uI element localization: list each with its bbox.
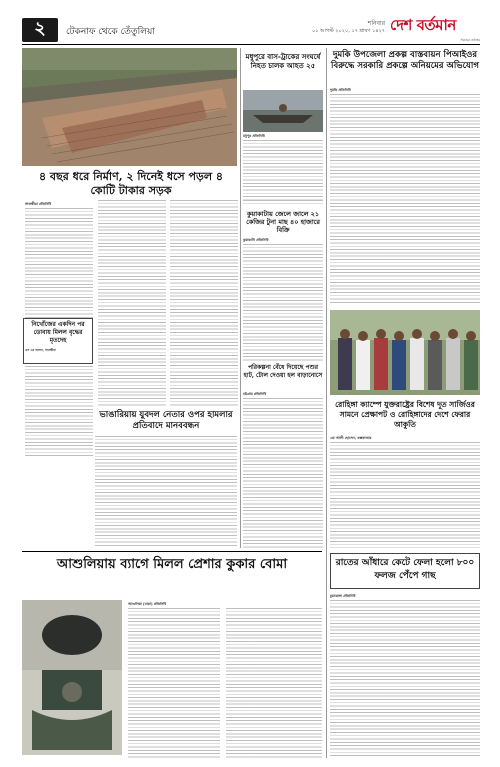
boat-photo (243, 90, 323, 132)
bomb-headline: আশুলিয়ায় ব্যাগে মিলল প্রেশার কুকার বোমা (56, 557, 288, 572)
fish-headline: কুয়াকাটায় জেলে জালে ২১ কেজির টুনা মাছ ৪০ হাজারে বিক্রি (246, 210, 320, 234)
rohingya-body-text (330, 442, 480, 548)
ramadan-headline: পরিকল্পনা বেঁধে দিয়েছে পশুর হাট, টোল দেওয়া হল বাড়ানোসে (243, 364, 323, 379)
masthead-logo (390, 14, 480, 40)
road-collapse-photo (22, 48, 237, 166)
bomb-body-col-1 (128, 608, 220, 758)
body-body-text (25, 366, 93, 456)
road-photo-svg (22, 48, 237, 166)
boat-headline: মধুপুরে বাস-ট্রাকের সংঘর্ষে নিহত চালক আহত ২৫ (245, 52, 321, 70)
column-divider-1 (240, 48, 241, 548)
bomb-photo (22, 600, 122, 755)
rohingya-photo (330, 310, 480, 395)
bomb-body-col-2 (226, 608, 322, 758)
boat-body-text (243, 140, 323, 200)
pio-headline: দুমকি উপজেলা প্রকল্প বাস্তবায়ন পিআইওর বিরুদ্ধে সরকারি প্রকল্পে অনিয়মের অভিযোগ (331, 50, 479, 71)
road-body-col-2 (98, 200, 166, 408)
ramadan-byline: চট্টগ্রাম প্রতিনিধি (243, 392, 267, 396)
ponds-byline: চুয়াডাঙ্গা প্রতিনিধি (330, 594, 356, 598)
fish-body-text (243, 244, 323, 362)
issue-date: ০১ আগস্ট ২০২০, ১৭ শ্রাবণ ১৪২৭ (311, 28, 385, 34)
boat-body-text-2 (243, 200, 323, 206)
pio-byline: দুমকি প্রতিনিধি (330, 88, 351, 92)
body-headline: নিখোঁজের একদিন পর ডোবায় মিলল বৃদ্ধের মৃতদেহ (31, 321, 85, 344)
fish-byline: কুয়াকাটা প্রতিনিধি (243, 238, 269, 242)
column-divider-2 (326, 48, 327, 758)
logo-tagline: সময়ের কণ্ঠস্বর (460, 38, 480, 42)
road-body-col-1 (25, 208, 93, 318)
rohingya-byline: এম আলী হোসেন, কক্সবাজার (330, 436, 372, 440)
page-number: ২ (34, 18, 46, 39)
road-headline: ৪ বছর ধরে নির্মাণ, ২ দিনেই ধসে পড়ল ৪ কোটি টাকার সড়ক (38, 170, 224, 197)
boat-photo-svg (243, 90, 323, 132)
pio-body-text (330, 94, 480, 304)
ramadan-body-text (243, 398, 323, 548)
issue-day: শনিবার (367, 20, 385, 27)
ponds-headline: রাতের আঁধারে কেটে ফেলা হলো ৮০০ ফলজ পেঁপে গাছ (335, 558, 475, 581)
header-rule (22, 44, 480, 45)
section-title: টেকনাফ থেকে তেঁতুলিয়া (66, 27, 155, 37)
bomb-byline: আশুলিয়া (ঢাকা) প্রতিনিধি (128, 602, 167, 606)
road-body-col-3 (170, 200, 238, 408)
rohingya-headline: রোহিঙ্গা ক্যাম্পে যুক্তরাষ্ট্রের বিশেষ দূত সার্জিওর সামনে প্রেক্ষাপট ও রোহিঙ্গাদের দেশে ফেরার আকুতি (335, 400, 475, 429)
road-byline: সাতক্ষীরা প্রতিনিধি (25, 202, 52, 206)
page-header (0, 0, 500, 44)
jubo-headline: ভাঙারিয়ায় যুবদল নেতার ওপর হামলার প্রতিবাদে মানববন্ধন (99, 410, 233, 431)
jubo-body-text (95, 436, 237, 548)
rohingya-photo-svg (330, 310, 480, 395)
boat-byline: মধুপুর প্রতিনিধি (243, 134, 265, 138)
logo-text: দেশ বর্তমান (390, 16, 456, 34)
ponds-body-text (330, 600, 480, 758)
bomb-photo-svg (22, 600, 122, 755)
body-byline: এস এম আলম, সাতক্ষীরা (25, 348, 56, 352)
bomb-top-rule (22, 551, 322, 552)
